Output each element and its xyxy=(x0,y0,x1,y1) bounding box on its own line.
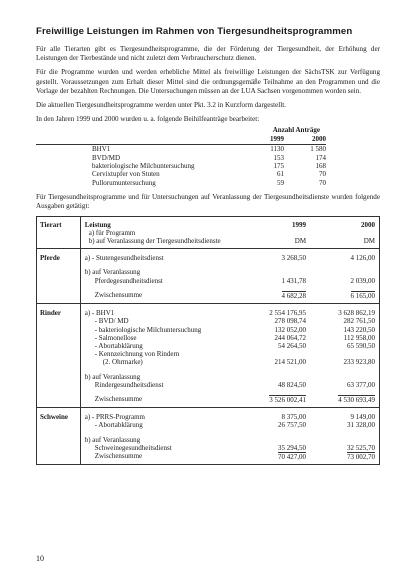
applications-heading: Anzahl Anträge xyxy=(272,126,320,135)
rinder-program-row: - Kennzeichnung von Rindern xyxy=(37,350,380,358)
col-year-1999: 1999 xyxy=(292,220,307,229)
applications-table xyxy=(36,126,326,187)
tierart-pferde: Pferde xyxy=(37,249,81,263)
tierart-schweine: Schweine xyxy=(37,408,81,422)
expenses-table-header xyxy=(37,216,380,249)
leistung-b-label: b) auf Veranlassung der Tiergesundheitsdienste xyxy=(88,237,221,246)
schweine-program-row: - Abortabklärung 26 757,50 31 328,00 xyxy=(37,421,380,429)
expenses-intro-paragraph: Für Tiergesundheitsprogramme und für Untersuchungen auf Veranlassung der Tiergesundheitsdienste wurden folgende Ausgaben getätigt: xyxy=(36,193,380,211)
tierart-rinder: Rinder xyxy=(37,304,81,318)
applications-intro-paragraph: In den Jahren 1999 und 2000 wurden u. a. folgende Beihilfeanträge bearbeitet: xyxy=(36,115,260,124)
schweine-subtotal-row: Zwischensumme 70 427,00 73 002,70 xyxy=(37,452,380,465)
col-currency-1999: DM xyxy=(294,237,307,246)
applications-row: Pullorumuntersuchung 59 70 xyxy=(92,178,326,187)
expenses-table xyxy=(36,216,380,465)
rinder-service-row: b) auf Veranlassung Rindergesundheitsdienst 48 824,50 63 377,00 xyxy=(37,373,380,389)
funding-paragraph: Für die Programme wurden und werden erhebliche Mittel als freiwillige Leistungen der SächsTSK zur Verfügung gestellt. Voraussetzungen zum Erhalt dieser Mittel sind die ordnungsgemäße Teilnahme an den Programmen und die Vorlage der bezahlten Rechnungen. Die Untersuchungen müssen an der LUA Sachsen vorgenommen worden sein. xyxy=(36,68,380,95)
year-1999-header: 1999 xyxy=(270,134,284,143)
applications-row: BVD/MD 153 174 xyxy=(92,153,326,162)
leistung-a-label: a) für Programm xyxy=(88,228,136,237)
applications-row: Cervixtupfer von Stuten 61 70 xyxy=(92,170,326,179)
rinder-program-row: - BVD/ MD 278 098,74 282 761,50 xyxy=(37,317,380,325)
intro-paragraph: Für alle Tierarten gibt es Tiergesundheitsprogramme, die der Förderung der Tiergesundheit, der Erhöhung der Leistungen der Tierbestände und nicht zuletzt dem Verbraucherschutz dienen. xyxy=(36,45,380,63)
rinder-program-row: - bakteriologische Milchuntersuchung 132 052,00 143 220,50 xyxy=(37,326,380,334)
document-page xyxy=(36,26,380,465)
year-2000-header: 2000 xyxy=(312,134,326,143)
col-currency-2000: DM xyxy=(363,237,375,246)
rinder-subtotal-row: Zwischensumme 3 526 002,41 4 530 693,49 xyxy=(37,395,380,408)
pferde-service-row: b) auf Veranlassung Pferdegesundheitsdienst 1 431,78 2 039,00 xyxy=(37,268,380,284)
col-year-2000: 2000 xyxy=(361,220,375,229)
rinder-program-row: Rinder a) - BHV1 2 554 176,95 3 628 862,19 xyxy=(37,304,380,318)
col-leistung: Leistung xyxy=(84,220,111,229)
schweine-program-row: Schweine a) - PRRS-Programm 8 375,00 9 149,00 xyxy=(37,408,380,422)
programs-reference-paragraph: Die aktuellen Tiergesundheitsprogramme werden unter Pkt. 3.2 in Kurzform dargestellt. xyxy=(36,101,286,110)
page-number: 10 xyxy=(36,554,44,563)
pferde-program-row: Pferde a) - Stutengesundheitsdienst 3 268,50 4 126,00 xyxy=(37,249,380,263)
applications-row: BHV1 1130 1 580 xyxy=(92,145,326,154)
rinder-program-row: - Abortabklärung 54 264,50 65 590,50 xyxy=(37,342,380,350)
page-title: Freiwillige Leistungen im Rahmen von Tiergesundheitsprogrammen xyxy=(36,26,353,37)
applications-row: bakteriologische Milchuntersuchung 175 168 xyxy=(92,162,326,171)
schweine-service-row: b) auf Veranlassung Schweinegesundheitsdienst 35 294,50 32 525,70 xyxy=(37,436,380,452)
col-tierart: Tierart xyxy=(37,216,81,249)
pferde-subtotal-row: Zwischensumme 4 682,28 6 165,00 xyxy=(37,291,380,304)
rinder-program-row: - Salmonellose 244 064,72 112 958,00 xyxy=(37,334,380,342)
rinder-program-row: (2. Ohrmarke) 214 521,00 233 923,80 xyxy=(37,358,380,366)
